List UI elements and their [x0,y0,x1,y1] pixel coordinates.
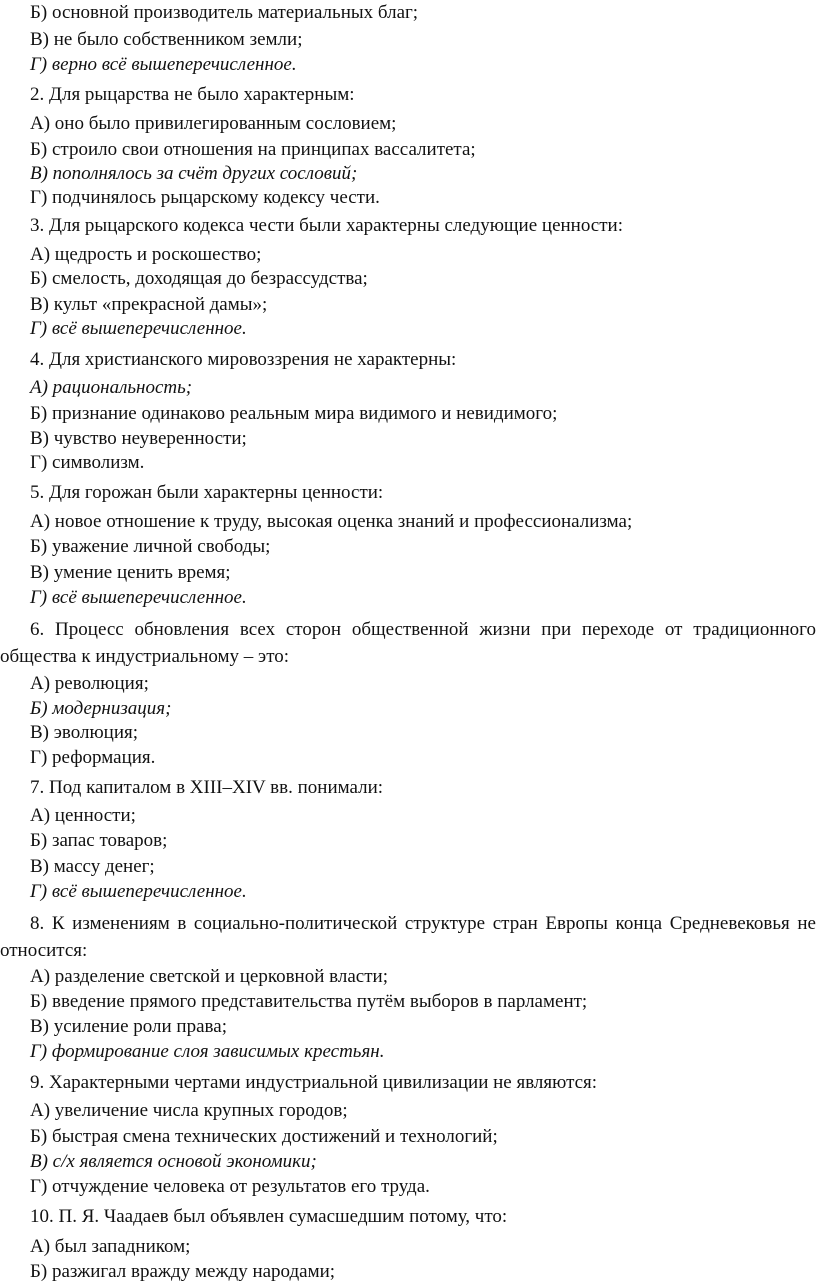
text-line: В) чувство неуверенности; [30,428,247,449]
text-line: А) новое отношение к труду, высокая оценка знаний и профессионализма; [30,511,633,532]
text-line: Б) основной производитель материальных благ; [30,2,419,23]
text-line: Г) всё вышеперечисленное. [30,881,247,902]
text-line: А) был западником; [30,1236,191,1257]
text-line: А) увеличение числа крупных городов; [30,1100,348,1121]
text-line: 5. Для горожан были характерны ценности: [30,482,384,503]
text-line: Б) строило свои отношения на принципах вассалитета; [30,139,476,160]
text-line: 9. Характерными чертами индустриальной цивилизации не являются: [30,1072,598,1093]
text-line: А) ценности; [30,805,136,826]
text-line: Г) верно всё вышеперечисленное. [30,54,297,75]
text-line: В) усиление роли права; [30,1016,227,1037]
text-line: А) революция; [30,673,149,694]
text-line: В) эволюция; [30,722,139,743]
text-line: Б) смелость, доходящая до безрассудства; [30,268,368,289]
text-line: А) оно было привилегированным сословием; [30,113,397,134]
question-paragraph: 8. К изменениям в социально-политической структуре стран Европы конца Средневековья не относится: [0,913,816,961]
text-line: А) разделение светской и церковной власти; [30,966,388,987]
text-line: В) умение ценить время; [30,562,231,583]
text-line: 2. Для рыцарства не было характерным: [30,84,355,105]
text-line: Б) введение прямого представительства путём выборов в парламент; [30,991,588,1012]
text-line: А) рациональность; [30,377,193,398]
text-line: Б) признание одинаково реальным мира видимого и невидимого; [30,403,558,424]
text-line: Г) реформация. [30,747,156,768]
text-line: А) щедрость и роскошество; [30,244,262,265]
text-line: Г) подчинялось рыцарскому кодексу чести. [30,187,380,208]
text-line: Г) всё вышеперечисленное. [30,587,247,608]
text-line: Б) запас товаров; [30,830,168,851]
text-line: В) культ «прекрасной дамы»; [30,294,268,315]
text-line: 3. Для рыцарского кодекса чести были характерны следующие ценности: [30,215,623,236]
text-line: Б) разжигал вражду между народами; [30,1261,336,1282]
text-line: В) не было собственником земли; [30,29,303,50]
text-line: 4. Для христианского мировоззрения не характерны: [30,349,457,370]
text-line: В) массу денег; [30,856,155,877]
text-line: Г) отчуждение человека от результатов его труда. [30,1176,430,1197]
text-line: 7. Под капиталом в XIII–XIV вв. понимали: [30,777,384,798]
text-line: В) с/х является основой экономики; [30,1151,317,1172]
text-line: 10. П. Я. Чаадаев был объявлен сумасшедшим потому, что: [30,1206,508,1227]
text-line: Г) формирование слоя зависимых крестьян. [30,1041,385,1062]
text-line: В) пополнялось за счёт других сословий; [30,163,358,184]
text-line: Г) всё вышеперечисленное. [30,318,247,339]
question-paragraph: 6. Процесс обновления всех сторон общественной жизни при переходе от традиционного общества к индустриальному – это: [0,619,816,667]
text-line: Б) уважение личной свободы; [30,536,271,557]
text-line: Б) быстрая смена технических достижений и технологий; [30,1126,498,1147]
text-line: Г) символизм. [30,452,145,473]
text-line: Б) модернизация; [30,698,172,719]
